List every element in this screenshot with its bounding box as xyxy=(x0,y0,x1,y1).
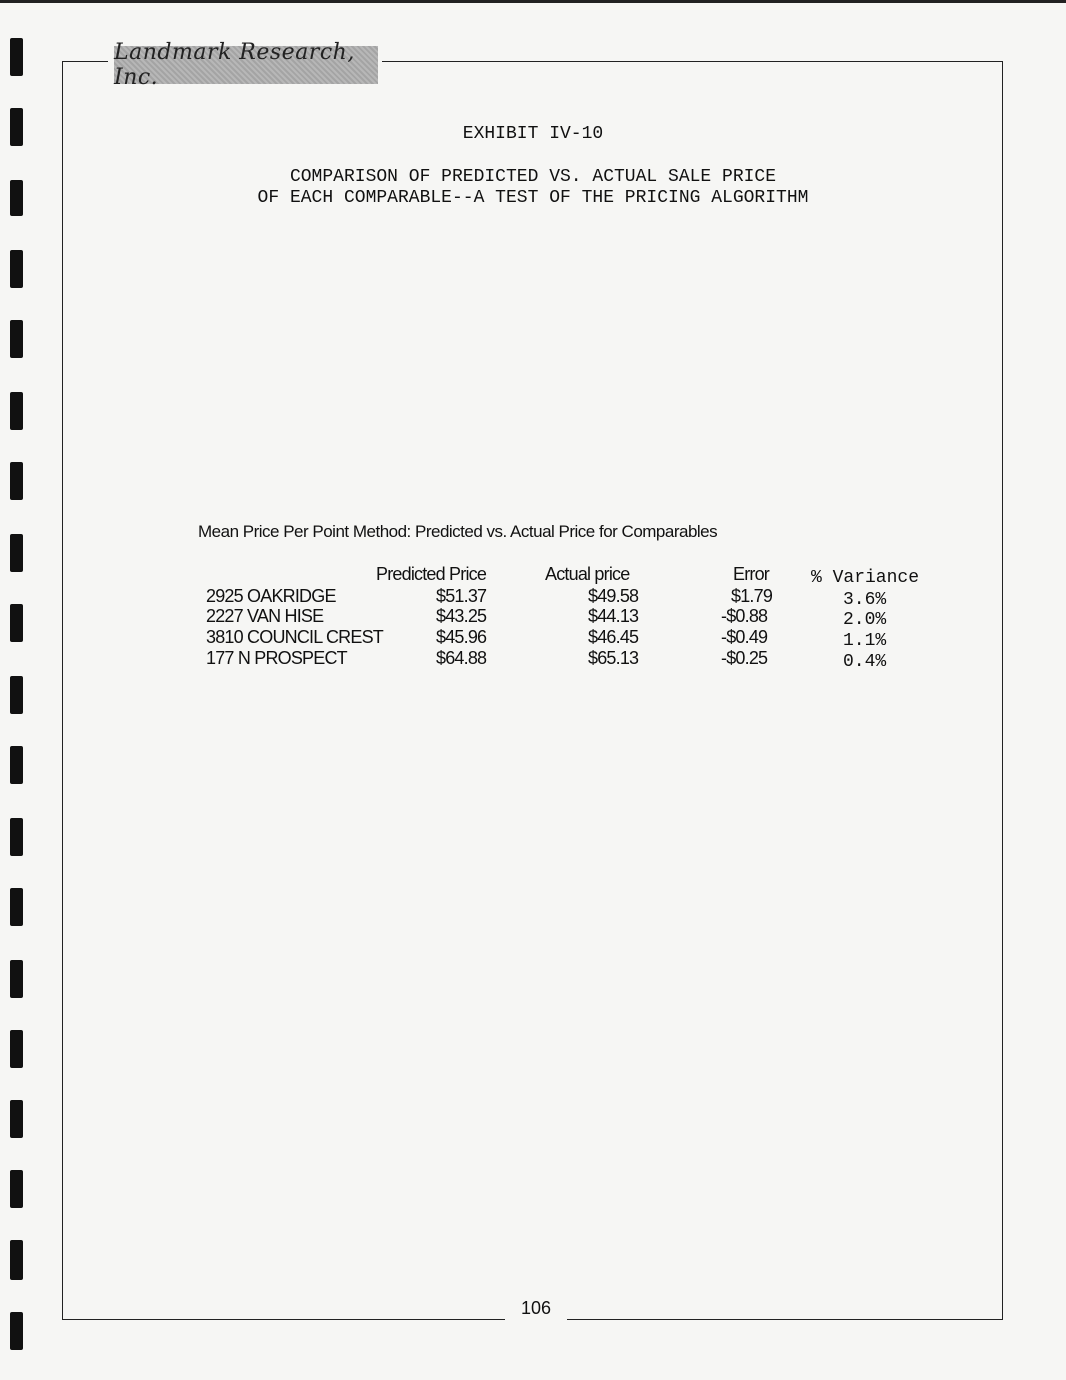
row-error: $1.79 xyxy=(731,586,773,606)
binding-hole xyxy=(10,960,23,998)
binding-hole xyxy=(10,818,23,856)
row-property: 177 N PROSPECT xyxy=(206,648,347,668)
binding-hole xyxy=(10,1030,23,1068)
exhibit-label: EXHIBIT IV-10 xyxy=(462,124,604,144)
row-actual: $46.45 xyxy=(588,627,639,647)
binding-hole xyxy=(10,462,23,500)
row-property: 3810 COUNCIL CREST xyxy=(206,627,383,647)
exhibit-title xyxy=(0,167,1066,209)
table-caption: Mean Price Per Point Method: Predicted vs. Actual Price for Comparables xyxy=(198,522,718,541)
title-line-1: COMPARISON OF PREDICTED VS. ACTUAL SALE PRICE xyxy=(289,167,777,187)
binding-hole xyxy=(10,1240,23,1280)
binding-hole xyxy=(10,746,23,784)
binding-hole xyxy=(10,38,23,76)
row-predicted: $45.96 xyxy=(436,627,487,647)
binding-hole xyxy=(10,392,23,430)
page-top-edge xyxy=(0,0,1066,3)
row-error: -$0.88 xyxy=(721,606,768,626)
page-number: 106 xyxy=(520,1298,552,1318)
column-header-actual: Actual price xyxy=(545,564,630,584)
row-actual: $44.13 xyxy=(588,606,639,626)
row-variance: 0.4% xyxy=(843,652,887,672)
title-line-2: OF EACH COMPARABLE--A TEST OF THE PRICING ALGORITHM xyxy=(257,188,809,208)
row-variance: 3.6% xyxy=(843,590,887,610)
page-border-frame xyxy=(62,61,1003,1320)
company-logo xyxy=(114,40,378,90)
row-predicted: $43.25 xyxy=(436,606,487,626)
binding-hole xyxy=(10,1100,23,1138)
binding-hole xyxy=(10,1170,23,1208)
row-property: 2227 VAN HISE xyxy=(206,606,324,626)
row-error: -$0.25 xyxy=(721,648,768,668)
row-predicted: $64.88 xyxy=(436,648,487,668)
row-property: 2925 OAKRIDGE xyxy=(206,586,336,606)
binding-hole xyxy=(10,250,23,288)
binding-hole xyxy=(10,1312,23,1350)
row-predicted: $51.37 xyxy=(436,586,487,606)
row-variance: 1.1% xyxy=(843,631,887,651)
row-actual: $65.13 xyxy=(588,648,639,668)
column-header-error: Error xyxy=(733,564,769,584)
binding-hole xyxy=(10,676,23,714)
column-header-predicted: Predicted Price xyxy=(376,564,487,584)
column-header-variance: % Variance xyxy=(811,568,920,588)
binding-hole xyxy=(10,320,23,358)
binding-hole xyxy=(10,534,23,572)
row-error: -$0.49 xyxy=(721,627,768,647)
logo-text: Landmark Research, Inc. xyxy=(114,40,355,90)
binding-hole xyxy=(10,604,23,642)
row-variance: 2.0% xyxy=(843,610,887,630)
binding-hole xyxy=(10,888,23,926)
row-actual: $49.58 xyxy=(588,586,639,606)
